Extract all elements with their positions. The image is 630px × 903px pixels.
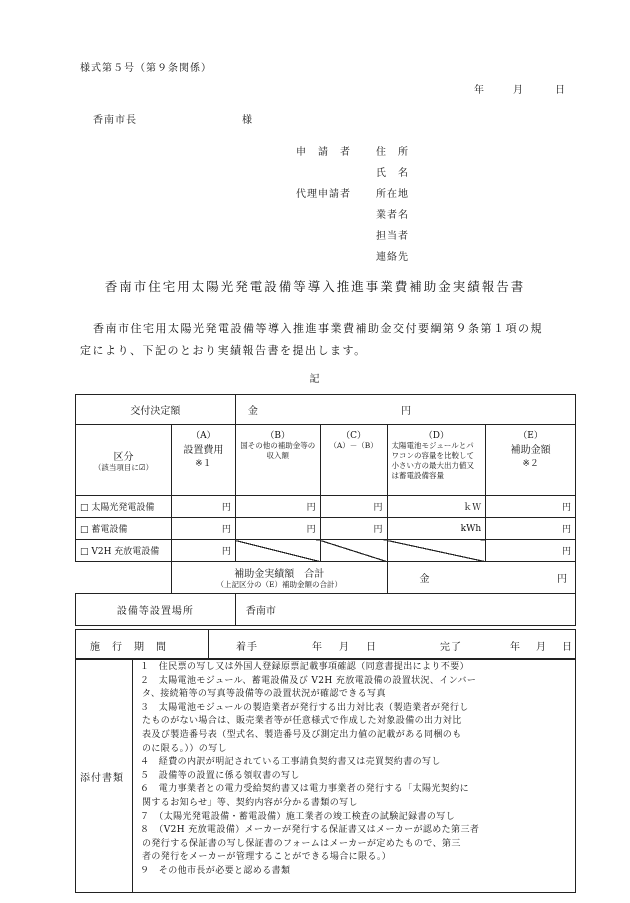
row-solar-b[interactable]: 円 bbox=[235, 496, 320, 518]
attachments-list bbox=[136, 661, 479, 879]
addressee: 香南市長 bbox=[93, 115, 137, 126]
row-battery-b[interactable]: 円 bbox=[235, 518, 320, 540]
kubun-note: （該当項目に☑） bbox=[93, 462, 154, 472]
total-note: （上記区分の（E）補助金額の合計） bbox=[216, 580, 342, 589]
col-d-header bbox=[387, 425, 486, 496]
date-day: 日 bbox=[555, 85, 566, 96]
row-battery-a[interactable]: 円 bbox=[171, 518, 235, 540]
agent-location-label: 所在地 bbox=[376, 189, 409, 200]
attachment-line: の発行する保証書の写し保証書のフォームはメーカーが定めたもので、第三 bbox=[142, 838, 461, 849]
applicant-address-label: 住 所 bbox=[376, 147, 409, 158]
col-c-label: （A）－（B） bbox=[329, 441, 378, 450]
ki-mark: 記 bbox=[309, 374, 321, 385]
attachment-line: ５ 設備等の設置に係る領収書の写し bbox=[140, 770, 300, 781]
col-b-label: 国その他の補助金等の収入額 bbox=[240, 441, 316, 460]
row-v2h-e[interactable]: 円 bbox=[486, 540, 576, 562]
row-battery-d[interactable]: kWh bbox=[387, 518, 486, 540]
place-label: 設備等設置場所 bbox=[76, 594, 236, 626]
decision-amount bbox=[235, 395, 575, 425]
col-e-id: （E） bbox=[518, 431, 543, 441]
attachment-line: ４ 経費の内訳が明記されている工事請負契約書又は売買契約書の写し bbox=[140, 757, 441, 768]
col-e-header bbox=[486, 425, 576, 496]
attachment-line: ８ （V2H 充放電設備）メーカーが発行する保証書又はメーカーが認めた第三者 bbox=[140, 825, 480, 836]
total-amount[interactable] bbox=[387, 562, 575, 594]
col-a-note: ※１ bbox=[195, 459, 212, 469]
col-a-id: （A） bbox=[191, 431, 216, 441]
attachment-line: のに限る。））の写し bbox=[142, 743, 228, 754]
col-e-label: 補助金額 bbox=[510, 445, 551, 456]
col-a-label: 設置費用 bbox=[183, 445, 224, 456]
row-solar-label[interactable]: □ 太陽光発電設備 bbox=[76, 496, 172, 518]
col-c-header bbox=[320, 425, 387, 496]
decision-kin: 金 bbox=[247, 406, 258, 417]
table-row bbox=[76, 540, 576, 562]
col-a-header bbox=[171, 425, 235, 496]
place-value-cell[interactable] bbox=[235, 594, 575, 626]
form-number: 様式第５号（第９条関係） bbox=[80, 63, 212, 74]
table-row bbox=[76, 518, 576, 540]
table-row bbox=[76, 496, 576, 518]
applicant-label: 申 請 者 bbox=[296, 147, 351, 158]
attachments-label: 添付書類 bbox=[80, 773, 124, 784]
decision-yen: 円 bbox=[401, 406, 412, 417]
attachment-line: ６ 電力事業者との電力受給契約書又は電力事業者の発行する「太陽光契約に bbox=[140, 784, 470, 795]
row-v2h-c-crossed bbox=[320, 540, 387, 562]
agent-contact-label: 連絡先 bbox=[376, 252, 409, 263]
attachment-line: ２ 太陽電池モジュール、蓄電設備及び V2H 充放電設備の設置状況、インバー bbox=[140, 675, 477, 686]
date-year: 年 bbox=[474, 85, 485, 96]
attachment-line: タ、接続箱等の写真等設備等の設置状況が確認できる写真 bbox=[142, 689, 386, 700]
end-month[interactable]: 月 bbox=[536, 642, 547, 653]
row-battery-e[interactable]: 円 bbox=[486, 518, 576, 540]
row-v2h-d-crossed bbox=[387, 540, 486, 562]
kubun-header bbox=[76, 425, 172, 496]
applicant-name-label: 氏 名 bbox=[376, 168, 409, 179]
col-b-header bbox=[235, 425, 320, 496]
document-title: 香南市住宅用太陽光発電設備等導入推進事業費補助金実績報告書 bbox=[104, 279, 526, 294]
subsidy-table bbox=[75, 394, 576, 626]
col-d-id: （D） bbox=[423, 431, 449, 441]
attachment-line: ３ 太陽電池モジュールの製造業者が発行する出力対比表（製造業者が発行し bbox=[140, 702, 469, 713]
intro-line-2: 定により、下記のとおり実績報告書を提出します。 bbox=[80, 344, 367, 357]
total-label: 補助金実績額 合計 bbox=[234, 569, 325, 580]
row-solar-e[interactable]: 円 bbox=[486, 496, 576, 518]
row-v2h-a[interactable]: 円 bbox=[171, 540, 235, 562]
end-year[interactable]: 年 bbox=[510, 642, 521, 653]
attachment-line: 関するお知らせ」等、契約内容が分かる書類の写し bbox=[142, 797, 358, 808]
attachment-line: 者の発行をメーカーが管理することができる場合に限る。） bbox=[142, 852, 392, 863]
row-v2h-label[interactable]: □ V2H 充放電設備 bbox=[76, 540, 172, 562]
start-day[interactable]: 日 bbox=[366, 642, 377, 653]
row-battery-label[interactable]: □ 蓄電設備 bbox=[76, 518, 172, 540]
agent-person-label: 担当者 bbox=[376, 231, 409, 242]
start-month[interactable]: 月 bbox=[339, 642, 350, 653]
row-v2h-b-crossed bbox=[235, 540, 320, 562]
col-b-id: （B） bbox=[265, 431, 291, 441]
end-label: 完了 bbox=[440, 642, 462, 653]
agent-label: 代理申請者 bbox=[296, 189, 351, 200]
date-month: 月 bbox=[513, 85, 524, 96]
attachment-line: たものがない場合は、販売業者等が任意様式で作成した対象設備の出力対比 bbox=[142, 716, 462, 727]
row-battery-c[interactable]: 円 bbox=[320, 518, 387, 540]
intro-line-1: 香南市住宅用太陽光発電設備等導入推進事業費補助金交付要綱第９条第１項の規 bbox=[93, 322, 543, 335]
row-solar-c[interactable]: 円 bbox=[320, 496, 387, 518]
period-divider bbox=[208, 629, 209, 659]
start-year[interactable]: 年 bbox=[312, 642, 323, 653]
attachment-line: １ 住民票の写し又は外国人登録原票記載事項確認（同意書提出により不要） bbox=[140, 662, 470, 672]
attachment-line: 表及び製造番号表（型式名、製造番号及び測定出力値の記載がある同梱のも bbox=[142, 729, 462, 740]
col-c-id: （C） bbox=[341, 431, 366, 441]
col-d-label: 太陽電池モジュールとパワコンの容量を比較して小さい方の最大出力値又は蓄電設備容量 bbox=[391, 441, 475, 480]
end-day[interactable]: 日 bbox=[562, 642, 573, 653]
total-kin: 金 bbox=[419, 574, 430, 585]
col-e-note: ※２ bbox=[522, 459, 539, 469]
total-yen: 円 bbox=[557, 574, 567, 585]
row-solar-d[interactable]: ｋＷ bbox=[387, 496, 486, 518]
place-value: 香南市 bbox=[245, 606, 276, 617]
start-label: 着手 bbox=[236, 642, 258, 653]
attachments-divider bbox=[132, 659, 133, 893]
row-solar-a[interactable]: 円 bbox=[171, 496, 235, 518]
attachment-line: ７ （太陽光発電設備・蓄電設備）施工業者の竣工検査の試験記録書の写し bbox=[140, 811, 456, 822]
kubun-label: 区分 bbox=[113, 451, 134, 463]
total-label-cell bbox=[171, 562, 387, 594]
addressee-suffix: 様 bbox=[242, 115, 253, 126]
period-label: 施 行 期 間 bbox=[90, 642, 167, 653]
total-blank bbox=[76, 562, 172, 594]
decision-label: 交付決定額 bbox=[76, 395, 236, 425]
agent-company-label: 業者名 bbox=[376, 210, 409, 221]
attachment-line: ９ その他市長が必要と認める書類 bbox=[140, 865, 291, 876]
